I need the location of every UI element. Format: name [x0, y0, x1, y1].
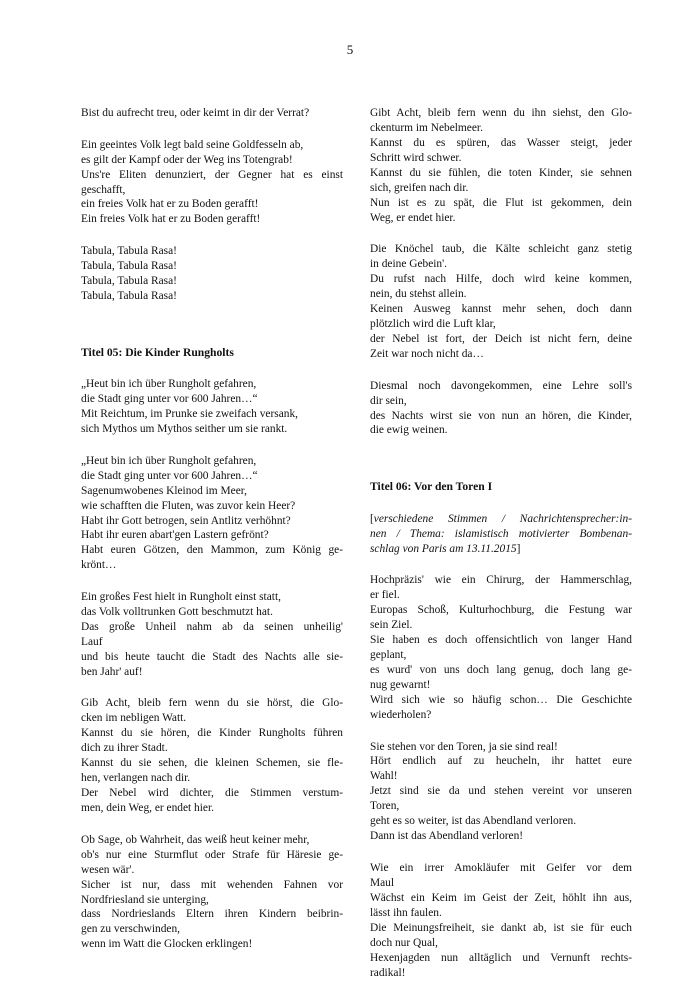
lyric-line: hen, verlangen nach dir.: [81, 772, 191, 785]
lyric-line: die Stadt ging unter vor 600 Jahren…“: [81, 469, 258, 482]
lyric-stanza: [81, 454, 343, 574]
lyric-line: „Heut bin ich über Rungholt gefahren,: [81, 454, 257, 467]
right-column: [370, 106, 632, 997]
lyric-line: Das große Unheil nahm ab da seinen unheilig': [81, 620, 343, 633]
lyric-line: geplant,: [370, 649, 407, 662]
lyric-line: ob's nur eine Sturmflut oder Strafe für Häresie ge-: [81, 848, 343, 861]
lyric-line: Wie ein irrer Amokläufer mit Geifer vor dem: [370, 861, 632, 874]
lyric-line: cken im nebligen Watt.: [81, 712, 187, 725]
lyric-line: die ewig weinen.: [370, 424, 448, 437]
lyric-line: Du rufst nach Hilfe, doch wird keine kommen,: [370, 273, 632, 286]
lyric-line: Wird sich wie so häufig schon… Die Geschichte: [370, 693, 632, 706]
lyric-line: Schritt wird schwer.: [370, 151, 462, 164]
lyric-line: Bist du aufrecht treu, oder keimt in dir der Verrat?: [81, 107, 310, 119]
lyric-line: Sicher ist nur, dass mit wehenden Fahnen vor: [81, 878, 343, 891]
lyric-line: des Nachts wirst sie von nun an hören, die Kinder,: [370, 409, 632, 422]
lyric-line: Tabula, Tabula Rasa!: [81, 289, 177, 302]
song-title: Titel 05: Die Kinder Rungholts: [81, 345, 234, 359]
lyric-stanza: [81, 244, 343, 304]
song-title: Titel 06: Vor den Toren I: [370, 480, 493, 494]
lyric-line: ein freies Volk hat er zu Boden gerafft!: [81, 198, 259, 211]
lyric-line: radikal!: [370, 966, 406, 979]
lyric-line: Die Knöchel taub, die Kälte schleicht ganz stetig: [370, 243, 632, 256]
lyric-line: krönt…: [81, 559, 117, 572]
lyric-line: wie schafften die Fluten, was zuvor kein Heer?: [81, 499, 296, 512]
lyric-stanza: [81, 138, 343, 228]
lyric-line: Zeit war noch nicht da…: [370, 347, 484, 360]
lyric-line: wiederholen?: [370, 708, 432, 721]
lyric-line: wenn im Watt die Glocken erklingen!: [81, 938, 253, 951]
lyric-line: dich zu ihrer Stadt.: [81, 742, 168, 755]
lyric-line: in deine Gebein'.: [370, 258, 448, 271]
lyric-stanza: [81, 590, 343, 680]
song-credits: [370, 512, 632, 557]
lyric-stanza: [81, 696, 343, 816]
lyric-line: Diesmal noch davongekommen, eine Lehre soll's: [370, 379, 632, 392]
lyric-line: der Nebel ist fort, der Deich ist nicht fern, deine: [370, 333, 632, 346]
lyric-line: es gilt der Kampf oder der Weg ins Totengrab!: [81, 153, 293, 166]
credits-text: schlag von Paris am 13.11.2015: [370, 542, 517, 555]
lyric-stanza: [370, 861, 632, 981]
lyric-line: Habt ihr euren abart'gen Lastern gefrönt?: [81, 529, 269, 542]
lyric-line: Tabula, Tabula Rasa!: [81, 260, 177, 272]
lyric-line: Hochpräzis' wie ein Chirurg, der Hammerschlag,: [370, 574, 632, 587]
credits-line: [370, 512, 632, 527]
lyric-line: er fiel.: [370, 589, 400, 602]
section-gap: [81, 321, 343, 346]
lyric-line: Uns're Eliten denunziert, der Gegner hat es einst: [81, 168, 343, 181]
lyric-line: lässt ihn faulen.: [370, 906, 442, 919]
lyric-line: Ein freies Volk hat er zu Boden gerafft!: [81, 213, 261, 226]
lyric-line: Nun ist es zu spät, die Flut ist gekommen, dein: [370, 196, 632, 209]
lyric-line: sich Mythos um Mythos seither um sie rankt.: [81, 423, 288, 436]
lyric-line: die Stadt ging unter vor 600 Jahren…“: [81, 393, 258, 406]
lyric-line: Ob Sage, ob Wahrheit, das weiß heut keiner mehr,: [81, 833, 310, 846]
lyric-line: Europas Schoß, Kulturhochburg, die Festung war: [370, 604, 632, 617]
lyric-line: Habt euren Götzen, den Mammon, zum König ge-: [81, 544, 343, 557]
lyric-line: Kannst du sie fühlen, die toten Kinder, sie sehnen: [370, 166, 632, 179]
lyric-line: und bis heute taucht die Stadt des Nachts alle sie-: [81, 650, 343, 663]
lyric-line: Tabula, Tabula Rasa!: [81, 274, 177, 287]
lyric-line: Mit Reichtum, im Prunke sie zweifach versank,: [81, 408, 299, 421]
lyric-line: Jetzt sind sie da und stehen vereint vor unseren: [370, 785, 632, 798]
lyric-line: geschafft,: [81, 183, 126, 196]
lyric-line: „Heut bin ich über Rungholt gefahren,: [81, 378, 257, 391]
lyric-line: nein, du stehst allein.: [370, 288, 467, 301]
lyric-line: Hört endlich auf zu heucheln, ihr hattet eure: [370, 755, 632, 768]
credits-text: verschiedene Stimmen / Nachrichtensprecher:in-: [373, 512, 632, 525]
lyric-stanza: [81, 106, 343, 121]
lyric-line: Kannst du sie sehen, die kleinen Schemen, sie fle-: [81, 757, 343, 770]
lyric-line: Habt ihr Gott betrogen, sein Antlitz verhöhnt?: [81, 514, 291, 527]
page-number: 5: [346, 42, 354, 57]
lyric-line: Wahl!: [370, 770, 398, 783]
lyric-line: Ein großes Fest hielt in Rungholt einst statt,: [81, 591, 281, 603]
credits-close-bracket: ]: [516, 542, 521, 555]
lyric-line: Keinen Ausweg kannst mehr sehen, doch dann: [370, 303, 632, 316]
lyric-line: sich, greifen nach dir.: [370, 181, 469, 194]
lyric-line: dass Nordrieslands Eltern ihren Kindern beibrin-: [81, 908, 343, 921]
lyric-line: ckenturm im Nebelmeer.: [370, 121, 483, 134]
lyric-line: dir sein,: [370, 394, 407, 407]
lyric-line: Die Meinungsfreiheit, sie dankt ab, ist sie für euch: [370, 921, 632, 934]
lyric-line: Tabula, Tabula Rasa!: [81, 245, 177, 258]
lyric-line: Wächst ein Keim im Geist der Zeit, höhlt ihn aus,: [370, 891, 632, 904]
lyric-line: ben Jahr' auf!: [81, 665, 143, 678]
lyric-line: sein Ziel.: [370, 619, 413, 632]
lyric-line: nug gewarnt!: [370, 678, 431, 691]
lyric-stanza: [370, 573, 632, 723]
left-column: [81, 106, 343, 969]
lyric-line: plötzlich wird die Luft klar,: [370, 318, 496, 331]
lyric-line: men, dein Weg, er endet hier.: [81, 802, 214, 815]
lyric-line: Gibt Acht, bleib fern wenn du ihn siehst, den Glo-: [370, 107, 632, 119]
lyric-line: Gib Acht, bleib fern wenn du sie hörst, die Glo-: [81, 697, 343, 710]
credits-open-bracket: [: [370, 512, 374, 525]
lyric-line: gen zu verschwinden,: [81, 923, 181, 936]
lyric-line: Toren,: [370, 800, 400, 813]
lyric-line: Kannst du sie hören, die Kinder Rungholts führen: [81, 727, 343, 740]
section-gap: [370, 455, 632, 480]
lyric-stanza: [81, 833, 343, 953]
lyric-stanza: [370, 106, 632, 226]
lyric-line: Hexenjagden nun alltäglich und Vernunft rechts-: [370, 951, 632, 964]
lyric-line: doch nur Qual,: [370, 936, 439, 949]
lyric-line: Lauf: [81, 635, 103, 648]
lyric-line: Sie stehen vor den Toren, ja sie sind real!: [370, 740, 558, 753]
lyric-line: Dann ist das Abendland verloren!: [370, 830, 524, 843]
lyric-line: geht es so weiter, ist das Abendland verloren.: [370, 815, 577, 828]
lyric-stanza: [81, 377, 343, 437]
lyric-line: Kannst du es spüren, das Wasser steigt, jeder: [370, 136, 632, 149]
lyric-stanza: [370, 379, 632, 439]
lyric-line: Weg, er endet hier.: [370, 211, 456, 224]
lyric-stanza: [370, 242, 632, 362]
lyric-line: Nordfriesland sie unterging,: [81, 893, 209, 906]
lyric-line: Sie haben es doch offensichtlich von langer Hand: [370, 634, 632, 647]
lyric-line: Der Nebel wird dichter, die Stimmen verstum-: [81, 787, 343, 800]
lyric-stanza: [370, 740, 632, 845]
lyric-line: Ein geeintes Volk legt bald seine Goldfesseln ab,: [81, 138, 304, 151]
lyric-line: Maul: [370, 876, 395, 889]
lyric-line: das Volk volltrunken Gott beschmutzt hat.: [81, 605, 273, 618]
lyric-line: wesen wär'.: [81, 863, 135, 876]
credits-line: [370, 542, 632, 557]
lyric-line: Sagenumwobenes Kleinod im Meer,: [81, 484, 247, 497]
credits-line: nen / Thema: islamistisch motivierter Bombenan-: [370, 527, 632, 540]
lyric-line: es wurd' von uns doch lang genug, doch lang ge-: [370, 664, 632, 677]
